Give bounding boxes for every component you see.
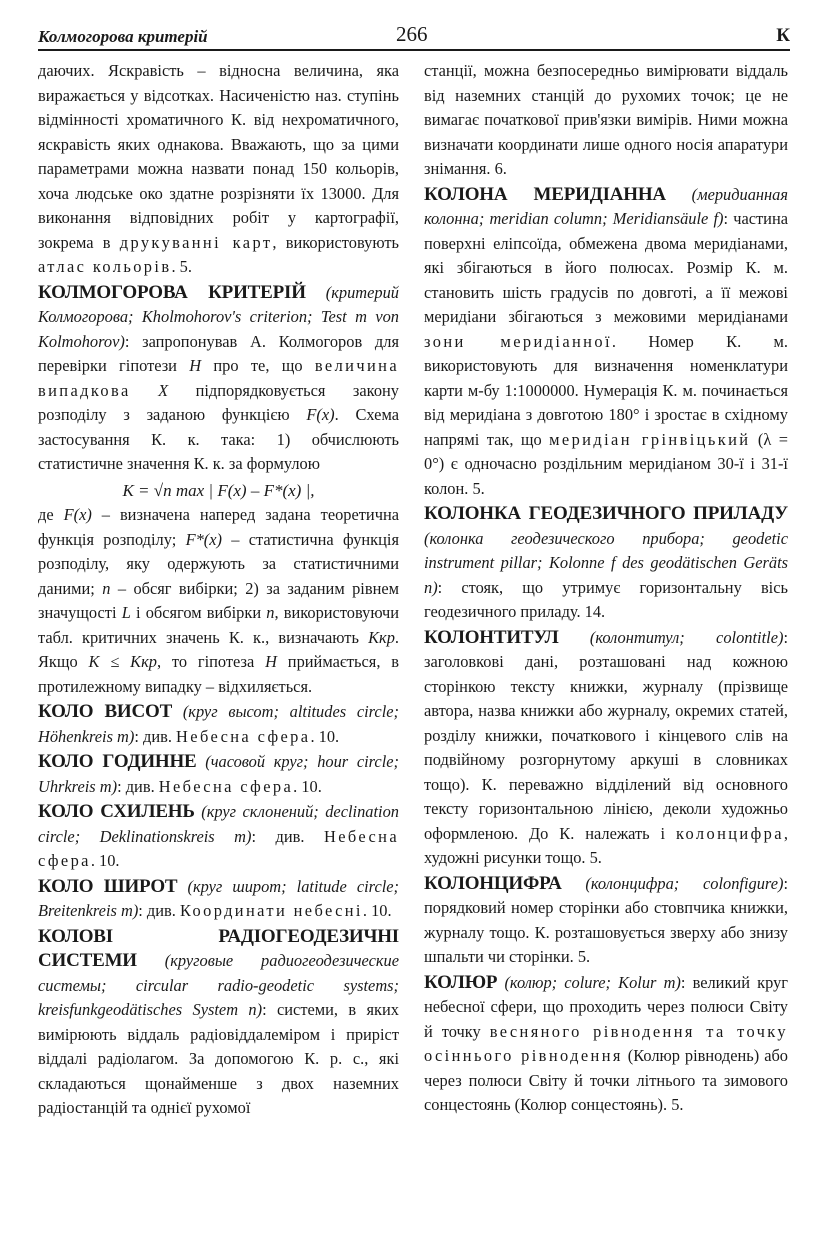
- text: . 10.: [293, 776, 322, 796]
- text: , використовуючи табл. критичних значень К. к., визначають: [38, 603, 399, 647]
- formula-explanation: [38, 503, 399, 699]
- headword: КОЛО ВИСОТ: [38, 701, 173, 722]
- text: . 10.: [362, 901, 392, 920]
- equivalents: (колонка геодезического прибора; geodetic instrument pillar; Kolonne f des geodätischen Geräts n): [424, 528, 788, 597]
- text: . 10.: [90, 851, 120, 870]
- text: : порядковий номер сторінки або стовпчика книжки, журналу тощо. К. розташовується зверху або знизу шпальти чи сторінки. 5.: [424, 873, 788, 966]
- cross-ref: друкуванні карт: [119, 232, 273, 252]
- text: – визначена наперед задана теоретична функція розподілу;: [38, 505, 399, 549]
- headword: КОЛОНТИТУЛ: [424, 626, 559, 648]
- entry-kolo-skhylen: [38, 800, 399, 874]
- entry-kolmogorov: [38, 281, 399, 477]
- text: : стояк, що утримує горизонтальну вісь геодезичного приладу. 14.: [424, 577, 788, 621]
- math-var: Kкр: [368, 627, 395, 647]
- text: і обсягом вибірки: [130, 603, 267, 622]
- entry-kolona-merydianna: [424, 183, 788, 502]
- math-var: n: [266, 603, 275, 622]
- math-var: H: [189, 356, 202, 375]
- math-var: K ≤ Kкр: [88, 652, 157, 671]
- text: даючих. Яскравість – відносна величина, яка виражається у відсотках. Насиченістю наз. ступінь відмінності хроматичного К. від нехроматичного, яскравість яких однакова. Вважають, що за цими параметрами можна назвати понад 150 кольорів, хоча людське око здатне розрізняти їх 13000. Для виконання відповідних робіт у картографії, зокрема в: [38, 61, 399, 252]
- cross-ref: Небесна сфера: [158, 776, 294, 796]
- equivalents: (круг склонений; declination circle; Deklinationskreis m): [38, 802, 399, 846]
- text: . 10.: [310, 726, 340, 746]
- headword: КОЛОНКА ГЕОДЕЗИЧНОГО ПРИЛАДУ: [424, 503, 788, 524]
- equivalents: (часовой круг; hour circle; Uhrkreis m): [38, 752, 399, 796]
- text: . Номер К. м. використовують для визначення номенклатури карти м-бу 1:1000000. Нумерація К. м. починається від меридіана з довготою 180° і зростає в східному напрямі так, що: [424, 331, 788, 449]
- equivalents: (колонтитул; colontitle): [589, 627, 784, 647]
- running-title: Колмогорова критерій: [38, 27, 208, 46]
- continued-paragraph: [38, 59, 399, 280]
- headword: КОЛО ГОДИННЕ: [38, 751, 197, 772]
- equivalents: (круг широт; latitude circle; Breitenkreis m): [38, 876, 400, 920]
- headword: КОЛОВІ РАДІОГЕОДЕЗИЧНІ СИСТЕМИ: [38, 925, 399, 971]
- equivalents: (меридианная колонна; meridian column; Meridiansäule f): [424, 184, 788, 228]
- text: – обсяг вибірки; 2) за заданим рівнем значущості: [38, 578, 400, 622]
- text: приймається, в протилежному випадку – відхиляється.: [38, 652, 400, 696]
- formula: [38, 479, 399, 504]
- text: : див.: [117, 776, 159, 796]
- headword: КОЛО СХИЛЕНЬ: [38, 801, 195, 822]
- cross-ref: Небесна сфера: [38, 826, 400, 870]
- text: підпорядковується закону розподілу з заданою функцією: [38, 380, 399, 424]
- right-column: [424, 59, 788, 1118]
- headword: КОЛОНЦИФРА: [424, 872, 562, 894]
- math-var: n: [102, 578, 111, 598]
- section-letter: К: [776, 25, 790, 46]
- equivalents: (критерий Колмогорова; Kholmohorov's criterion; Test m von Kolmohorov): [38, 282, 399, 351]
- equivalents: (колюр; colure; Kolur m): [504, 972, 681, 992]
- text: – статистична функція розподілу, яку одержують за статистичними даними;: [38, 529, 400, 598]
- headword: КОЛМОГОРОВА КРИТЕРІЙ: [38, 281, 306, 303]
- cross-ref: зони меридіанної: [424, 331, 612, 351]
- cross-ref: меридіан грінвіцький: [549, 429, 751, 449]
- entry-kolo-godynne: [38, 750, 399, 799]
- text: . Якщо: [38, 627, 399, 671]
- text: (Колюр рівнодень) або через полюси Світу й точки літнього та зимового сонцестоянь (Колюр сонцестоянь). 5.: [424, 1046, 789, 1114]
- text: про те, що: [201, 356, 315, 375]
- cross-ref: величина випадкова: [38, 356, 399, 400]
- headword: КОЛО ШИРОТ: [38, 875, 178, 897]
- equivalents: (колонцифра; colonfigure): [585, 873, 784, 893]
- entry-kolur: [424, 971, 788, 1118]
- text: : частина поверхні еліпсоїда, обмежена двома меридіанами, які збігаються в його полюсах. Розмір К. м. становить шість градусів по довготі, а її межові меридіани збігаються з межовими меридіанами: [424, 209, 788, 326]
- cross-ref: атлас кольорів: [38, 257, 172, 276]
- text: : див.: [251, 826, 324, 846]
- math-var: L: [121, 603, 131, 622]
- text: : системи, в яких вимірюють віддаль радіовіддалеміром і приріст віддалі радіолагом. За допомогою К. р. с., які складаються щонайменше з двох наземних радіостанцій та однієї рухомої: [38, 1000, 399, 1117]
- entry-kolo-shyrot: [38, 875, 399, 924]
- cross-ref: Небесна сфера: [176, 726, 311, 746]
- text: , художні рисунки тощо. 5.: [424, 823, 788, 867]
- left-column: [38, 59, 399, 1121]
- text: . 5.: [171, 257, 192, 276]
- math-var: F*(x): [185, 529, 222, 549]
- entry-kolo-visot: [38, 700, 399, 749]
- text: (λ = 0°) є одночасно роздільним меридіаном 30-ї і 31-ї колон. 5.: [424, 429, 788, 498]
- entry-koloncifra: [424, 872, 788, 970]
- entry-kolontitul: [424, 626, 788, 871]
- text: : великий круг небесної сфери, що проходить через полюси Світу й точку: [424, 972, 788, 1041]
- header-rule: [38, 49, 790, 51]
- math-var: H: [265, 652, 277, 671]
- entry-kolonka: [424, 502, 788, 625]
- text: : запропонував А. Колмогоров для перевірки гіпотези: [38, 331, 399, 375]
- text: . Схема застосування К. к. така: 1) обчислюють статистичне значення К. к. за формулою: [38, 405, 399, 473]
- equivalents: (круговые радиогеодезические системы; circular radio-geodetic systems; kreisfunkgeodätisches System n): [38, 951, 399, 1019]
- continued-paragraph: станції, можна безпосередньо вимірювати віддаль від наземних станцій до рухомих точок; це не вимагає початкової прив'язки вимірів. Ними можна визначати координати лише одного носія апаратури знімання. 6.: [424, 61, 788, 178]
- text: , використовують: [272, 232, 399, 252]
- formula-text: K = √n max | F(x) – F*(x) |,: [122, 480, 315, 500]
- text: де: [38, 505, 64, 524]
- equivalents: (круг высот; altitudes circle; Höhenkreis m): [38, 702, 399, 746]
- text: : див.: [134, 726, 177, 746]
- math-var: F(x): [306, 405, 335, 424]
- math-var: F(x): [63, 505, 92, 524]
- running-header: [38, 20, 790, 50]
- cross-ref: весняного рівнодення та точку осіннього рівнодення: [424, 1021, 788, 1065]
- entry-kolovi-systemy: [38, 925, 399, 1121]
- page-number: 266: [396, 22, 428, 46]
- text: : заголовкові дані, розташовані над кожною сторінкою тексту книжки, журналу (прізвище автора, назва книжки або журналу, окремих статей, розділу книжки, початкового і кінцевого слів на подвійному розгорнутому аркуші в словниках тощо). К. переважно відділений від основного тексту горизонтальною лінією, деколи художньо оформленою. До К. належать і: [424, 627, 788, 843]
- cross-ref: Координати небесні: [179, 901, 363, 920]
- text: , то гіпотеза: [156, 652, 266, 671]
- headword: КОЛЮР: [424, 971, 498, 993]
- headword: КОЛОНА МЕРИДІАННА: [424, 183, 666, 205]
- math-var: X: [130, 380, 169, 400]
- text: : див.: [138, 901, 180, 920]
- cross-ref: колонцифра: [676, 823, 784, 843]
